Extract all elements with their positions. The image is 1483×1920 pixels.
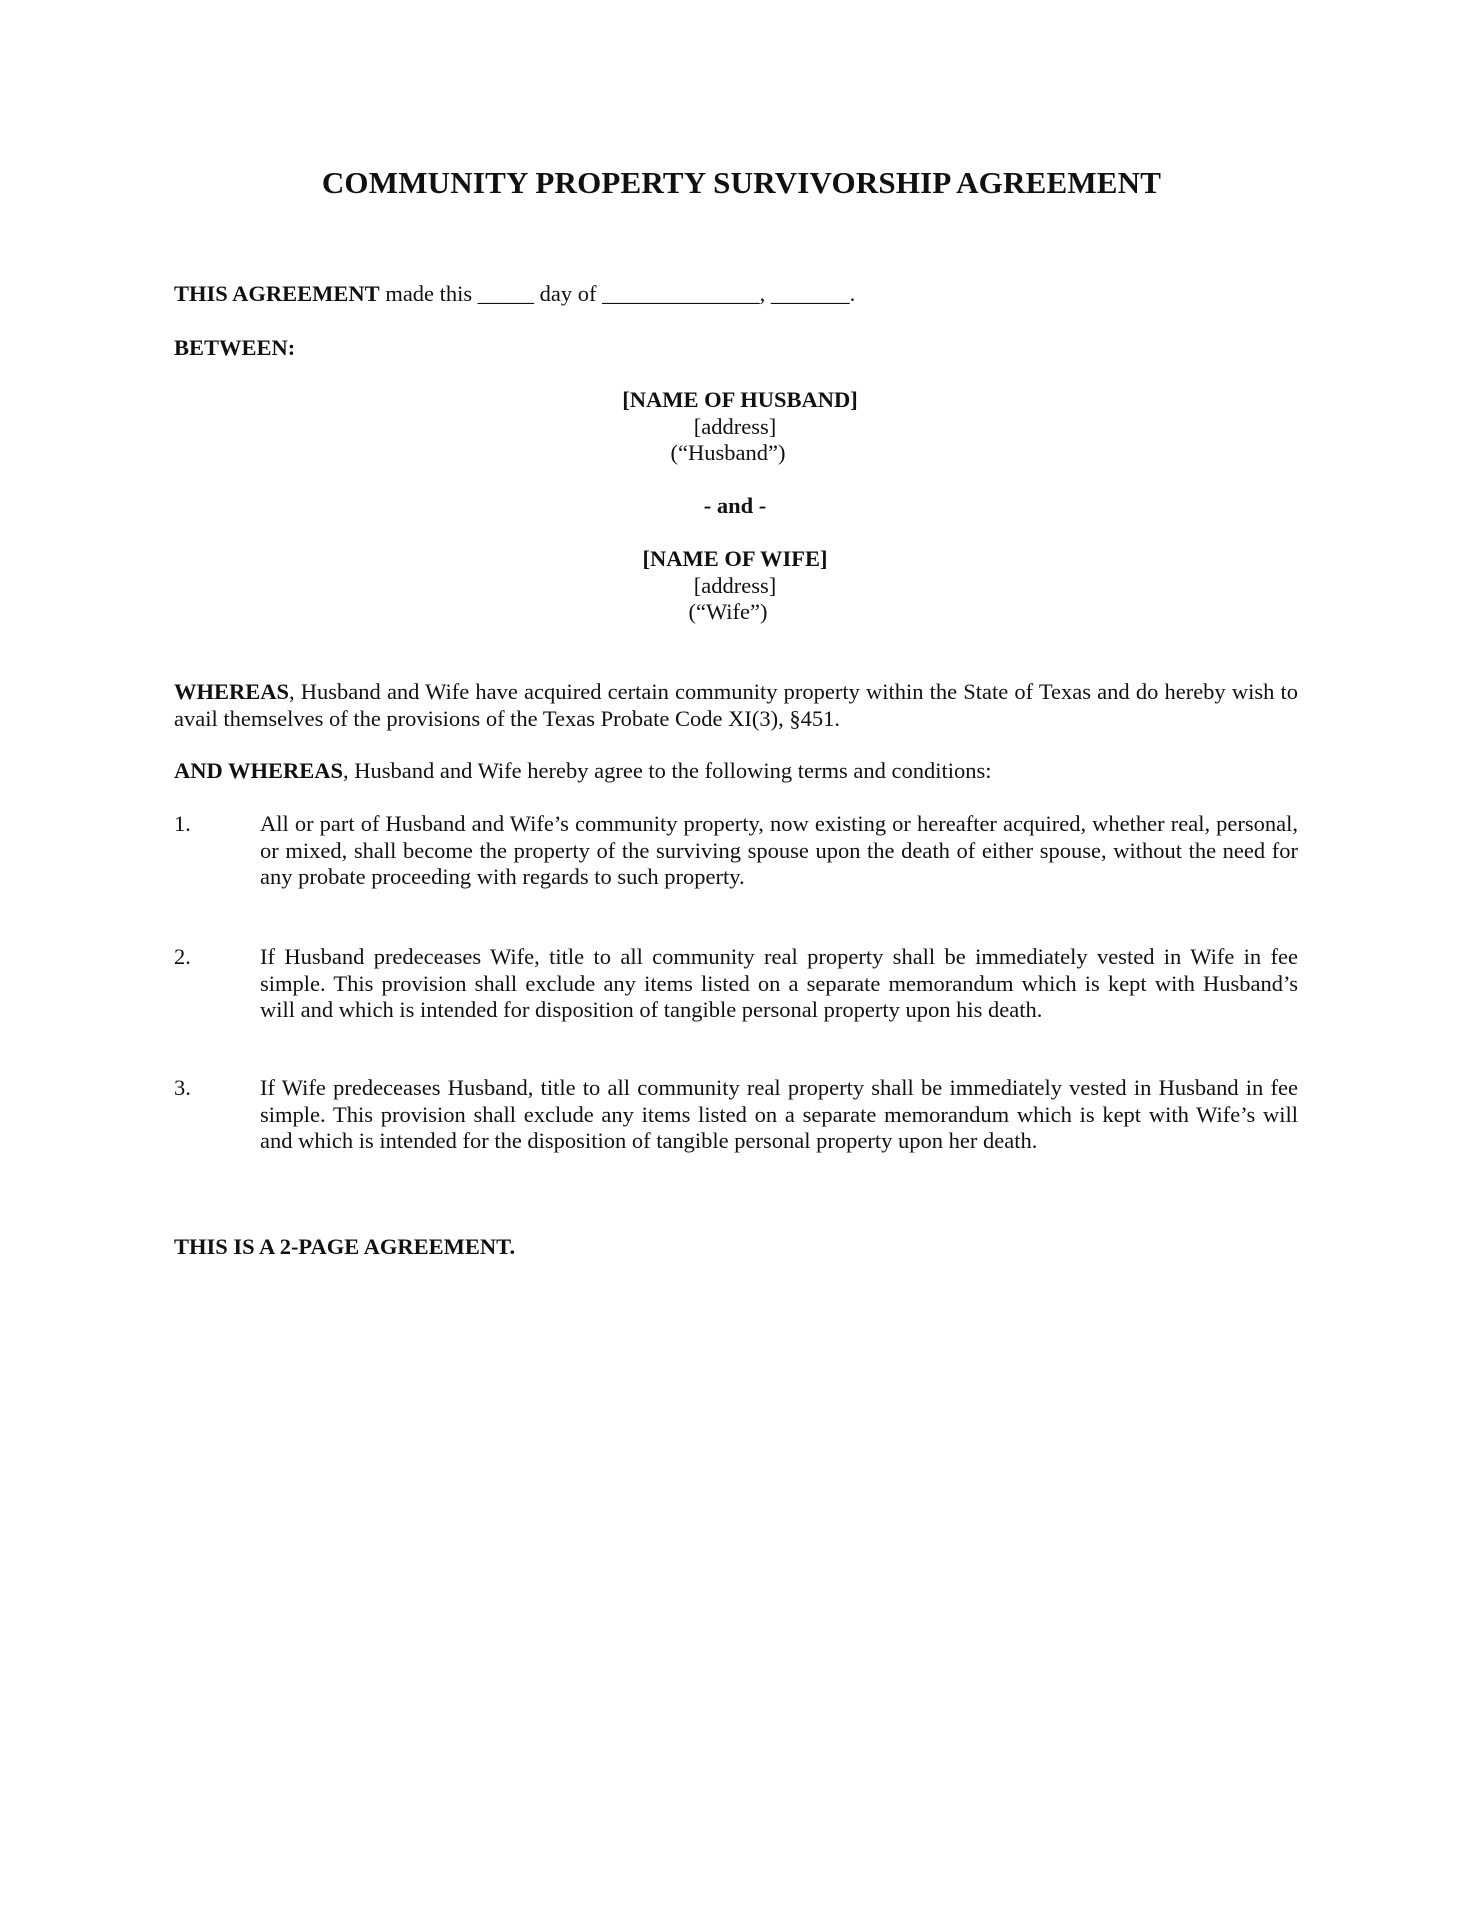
intro-rest: made this _____ day of ______________, _______.	[379, 281, 856, 306]
item-text: If Husband predeceases Wife, title to all community real property shall be immediately vested in Wife in fee simple. This provision shall exclude any items listed on a separate memorandum which is kept with Husband’s will and which is intended for disposition of tangible personal property upon his death.	[260, 944, 1298, 1023]
husband-party-block	[0, 387, 1470, 467]
agreement-date-line	[174, 281, 1298, 308]
wife-address: [address]	[693, 572, 777, 598]
wife-party-block	[0, 546, 1470, 626]
between-label: BETWEEN:	[174, 335, 296, 360]
item-text: All or part of Husband and Wife’s community property, now existing or hereafter acquired, whether real, personal, or mixed, shall become the property of the surviving spouse upon the death of either spouse, without the need for any probate proceeding with regards to such property.	[260, 811, 1298, 890]
husband-name: [NAME OF HUSBAND]	[622, 387, 858, 412]
and-whereas-text: , Husband and Wife hereby agree to the following terms and conditions:	[343, 758, 992, 783]
and-whereas-lead: AND WHEREAS	[174, 758, 343, 783]
wife-label: (“Wife”)	[688, 599, 768, 625]
husband-address: [address]	[693, 413, 777, 439]
and-whereas-paragraph	[174, 758, 1298, 785]
item-number: 3.	[174, 1075, 191, 1100]
husband-label: (“Husband”)	[670, 440, 786, 466]
whereas-lead: WHEREAS	[174, 679, 290, 704]
wife-name: [NAME OF WIFE]	[642, 546, 828, 571]
and-separator: - and -	[703, 493, 767, 518]
whereas-text: , Husband and Wife have acquired certain community property within the State of Texas and do hereby wish to avail themselves of the provisions of the Texas Probate Code XI(3), §451.	[174, 679, 1298, 731]
intro-lead: THIS AGREEMENT	[174, 281, 380, 306]
item-text: If Wife predeceases Husband, title to all community real property shall be immediately vested in Husband in fee simple. This provision shall exclude any items listed on a separate memorandum which is kept with Wife’s will and which is intended for the disposition of tangible personal property upon her death.	[260, 1075, 1298, 1154]
item-number: 2.	[174, 944, 191, 969]
whereas-paragraph	[174, 679, 1298, 732]
item-number: 1.	[174, 811, 191, 836]
page-count-note: THIS IS A 2-PAGE AGREEMENT.	[174, 1234, 516, 1259]
document-title: COMMUNITY PROPERTY SURVIVORSHIP AGREEMENT	[321, 165, 1162, 200]
